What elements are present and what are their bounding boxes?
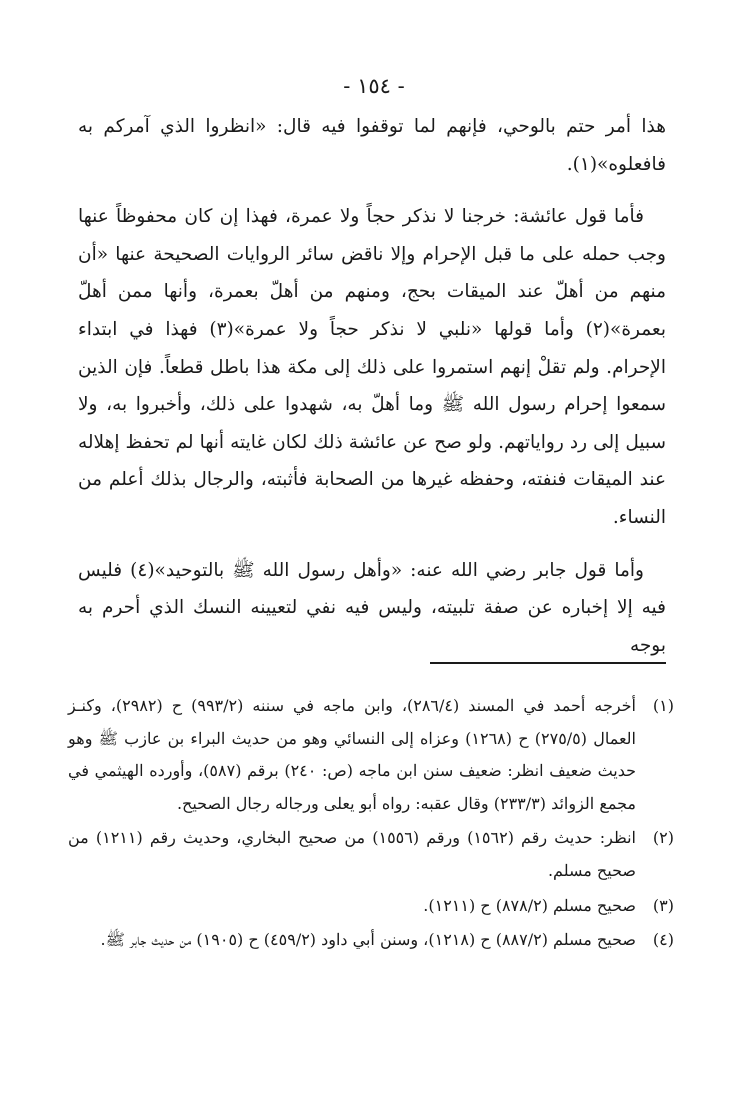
footnote [68,924,674,957]
footnote-divider [430,662,666,664]
paragraph: وأما قول جابر رضي الله عنه: «وأهل رسول الله ﷺ بالتوحيد»(٤) فليس فيه إلا إخباره عن صفة تلبيته، وليس فيه نفي لتعيينه النسك الذي أحرم به بوجه [78,559,666,656]
footnote-text: انظر: حديث رقم (١٥٦٢) ورقم (١٥٥٦) من صحيح البخاري، وحديث رقم (١٢١١) من صحيح مسلم. [68,828,636,880]
footnote [68,822,674,887]
page-number: - ١٥٤ - [343,74,405,98]
footnote [68,890,674,923]
footnote-text: صحيح مسلم (٨٨٧/٢) ح (١٢١٨)، وسنن أبي داود (٤٥٩/٢) ح (١٩٠٥) من حديث جابر ﷺ. [100,930,636,950]
main-text [78,108,666,679]
footnote-number: (٣) [652,895,674,915]
footnote-number: (٤) [652,930,674,950]
paragraph: هذا أمر حتم بالوحي، فإنهم لما توقفوا فيه قال: «انظروا الذي آمركم به فافعلوه»(١). [78,116,666,175]
footnote-text: أخرجه أحمد في المسند (٢٨٦/٤)، وابن ماجه في سننه (٩٩٣/٢) ح (٢٩٨٢)، وكنـز العمال (٢٧٥/٥) ح (١٢٦٨) وعزاه إلى النسائي وهو من حديث البراء بن عازب ﷺ وهو حديث ضعيف انظر: ضعيف سنن ابن ماجه (ص: ٢٤٠) برقم (٥٨٧)، وأورده الهيثمي في مجمع الزوائد (٢٣٣/٣) وقال عقبه: رواه أبو يعلى ورجاله رجال الصحيح. [68,696,637,813]
footnote-number: (١) [652,696,674,715]
footnote-number: (٢) [652,828,674,848]
footnote [68,690,674,820]
footnote-text: صحيح مسلم (٨٧٨/٢) ح (١٢١١). [423,895,636,915]
paragraph: فأما قول عائشة: خرجنا لا نذكر حجاً ولا عمرة، فهذا إن كان محفوظاً عنها وجب حمله على ما قبل الإحرام وإلا ناقض سائر الروايات الصحيحة عنها «أن منهم من أهلّ عند الميقات بحج، ومنهم من أهلّ بعمرة، وأنها ممن أهلّ بعمرة»(٢) وأما قولها «نلبي لا نذكر حجاً ولا عمرة»(٣) فهذا في ابتداء الإحرام. ولم تقلْ إنهم استمروا على ذلك إلى مكة هذا باطل قطعاً. فإن الذين سمعوا إحرام رسول الله ﷺ وما أهلّ به، شهدوا على ذلك، وأخبروا به، ولا سبيل إلى رد رواياتهم. ولو صح عن عائشة ذلك لكان غايته أنها لم تحفظ إهلاله عند الميقات فنفته، وحفظه غيرها من الصحابة فأثبته، والرجال بذلك أعلم من النساء. [78,206,666,528]
footnotes [68,690,674,959]
